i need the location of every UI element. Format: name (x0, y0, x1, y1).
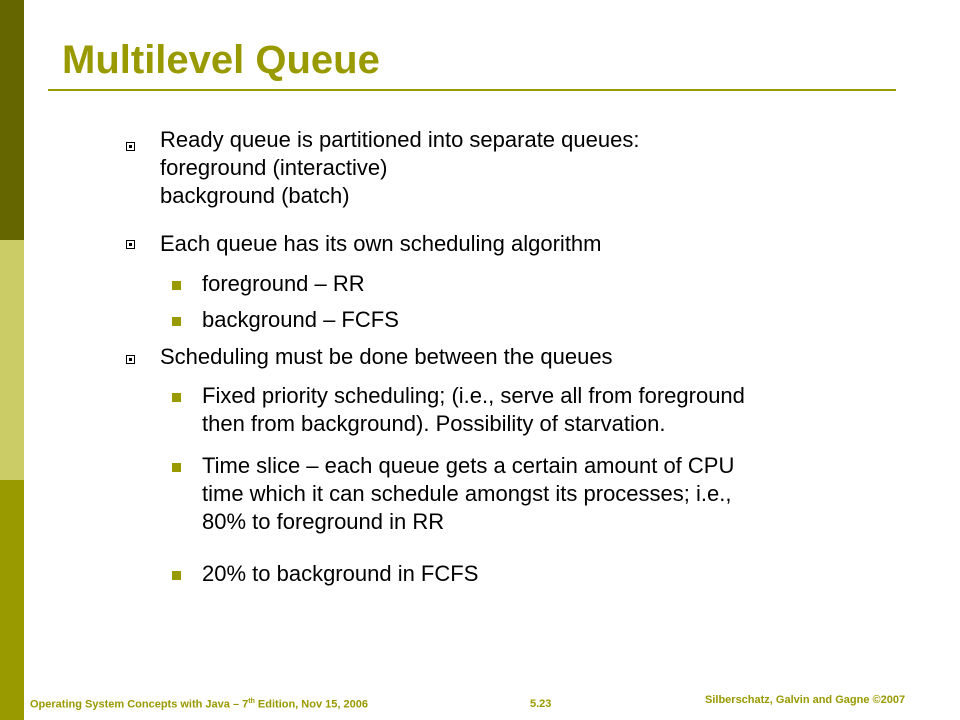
footer-left (30, 698, 368, 711)
sub-bullet-item (202, 270, 365, 298)
bullet-line: foreground – RR (202, 271, 365, 296)
bullet-line: 80% to foreground in RR (202, 509, 445, 534)
bullet-line: Scheduling must be done between the queues (160, 344, 613, 369)
sub-bullet-item (202, 452, 734, 536)
sub-bullet-item (202, 382, 745, 438)
bullet-line: background – FCFS (202, 307, 399, 332)
square-bullet-icon (126, 142, 135, 151)
sub-bullet-icon (172, 317, 181, 326)
bullet-item (160, 126, 639, 210)
footer-right: Silberschatz, Galvin and Gagne ©2007 (705, 694, 906, 706)
sub-bullet-item (202, 306, 399, 334)
slide-title: Multilevel Queue (62, 38, 380, 82)
sub-bullet-icon (172, 463, 181, 472)
bullet-line: Time slice – each queue gets a certain amount of CPU (202, 453, 735, 478)
bullet-line: Each queue has its own scheduling algorithm (160, 231, 602, 256)
footer-page-number: 5.23 (530, 698, 552, 710)
footer-book-title: Operating System Concepts with Java – 7 (30, 698, 249, 711)
square-bullet-icon (126, 240, 135, 249)
footer-superscript: th (248, 698, 255, 705)
bullet-line: Ready queue is partitioned into separate queues: (160, 127, 640, 152)
footer-edition: Edition, Nov 15, 2006 (254, 698, 368, 711)
bullet-line: then from background). Possibility of starvation. (202, 411, 666, 436)
sub-bullet-icon (172, 393, 181, 402)
bullet-line: 20% to background in FCFS (202, 561, 479, 586)
bullet-item (160, 230, 602, 258)
bullet-line: background (batch) (160, 183, 350, 208)
bullet-item (160, 343, 613, 371)
bullet-line: Fixed priority scheduling; (i.e., serve all from foreground (202, 383, 745, 408)
sub-bullet-icon (172, 281, 181, 290)
sub-bullet-item (202, 560, 478, 588)
square-bullet-icon (126, 355, 135, 364)
bullet-line: foreground (interactive) (160, 155, 388, 180)
bullet-line: time which it can schedule amongst its processes; i.e., (202, 481, 732, 506)
sub-bullet-icon (172, 571, 181, 580)
